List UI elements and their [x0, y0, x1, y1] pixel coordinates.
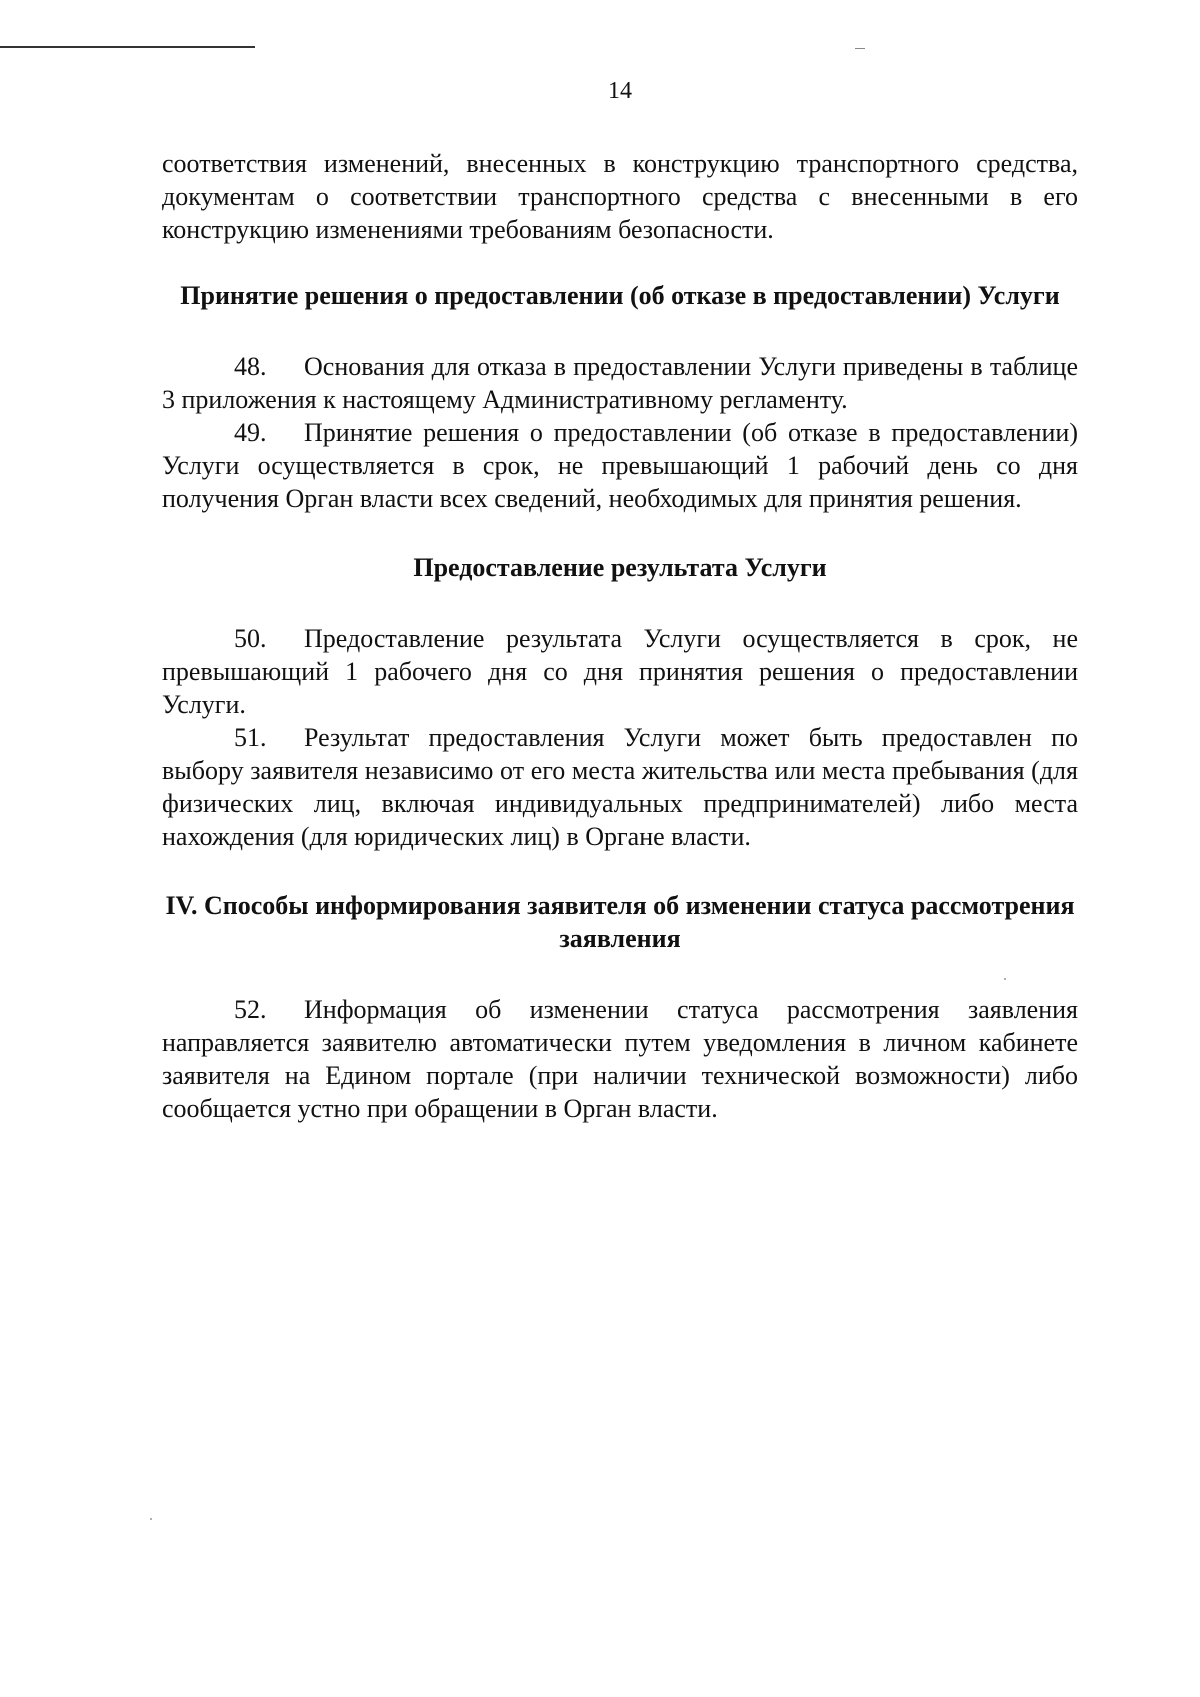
heading-result: Предоставление результата Услуги [413, 553, 827, 582]
paragraph-number: 52. [234, 995, 267, 1024]
paragraph-48 [162, 350, 1078, 416]
scan-speck [150, 1518, 152, 1520]
paragraph-number: 50. [234, 624, 267, 653]
paragraph-text: Принятие решения о предоставлении (об отказе в предоставлении) Услуги осуществляется в срок, не превышающий 1 рабочий день со дня получения Орган власти всех сведений, необходимых для принятия решения. [162, 418, 1078, 513]
scan-artifact-dash [855, 48, 865, 49]
paragraph-50 [162, 622, 1078, 721]
paragraph-text: Результат предоставления Услуги может быть предоставлен по выбору заявителя независимо от его места жительства или места пребывания (для физических лиц, включая индивидуальных предпринимателей) либо места нахождения (для юридических лиц) в Органе власти. [162, 723, 1078, 851]
page-number: 14 [608, 78, 632, 104]
paragraph-number: 49. [234, 418, 267, 447]
paragraph-text: Предоставление результата Услуги осуществляется в срок, не превышающий 1 рабочего дня со дня принятия решения о предоставлении Услуги. [162, 624, 1078, 719]
paragraph-52 [162, 993, 1078, 1125]
paragraph-number: 51. [234, 723, 267, 752]
paragraph-51 [162, 721, 1078, 853]
paragraph-text: Основания для отказа в предоставлении Услуги приведены в таблице 3 приложения к настоящему Административному регламенту. [162, 352, 1078, 414]
heading-decision: Принятие решения о предоставлении (об отказе в предоставлении) Услуги [180, 281, 1060, 310]
document-body [162, 147, 1078, 1125]
paragraph-49 [162, 416, 1078, 515]
paragraph-number: 48. [234, 352, 267, 381]
paragraph-text: Информация об изменении статуса рассмотрения заявления направляется заявителю автоматически путем уведомления в личном кабинете заявителя на Едином портале (при наличии технической возможности) либо сообщается устно при обращении в Орган власти. [162, 995, 1078, 1123]
paragraph-intro: соответствия изменений, внесенных в конструкцию транспортного средства, документам о соответствии транспортного средства с внесенными в его конструкцию изменениями требованиям безопасности. [162, 149, 1078, 244]
heading-section-iv: IV. Способы информирования заявителя об изменении статуса рассмотрения заявления [165, 891, 1075, 953]
scan-artifact-line [0, 46, 255, 48]
